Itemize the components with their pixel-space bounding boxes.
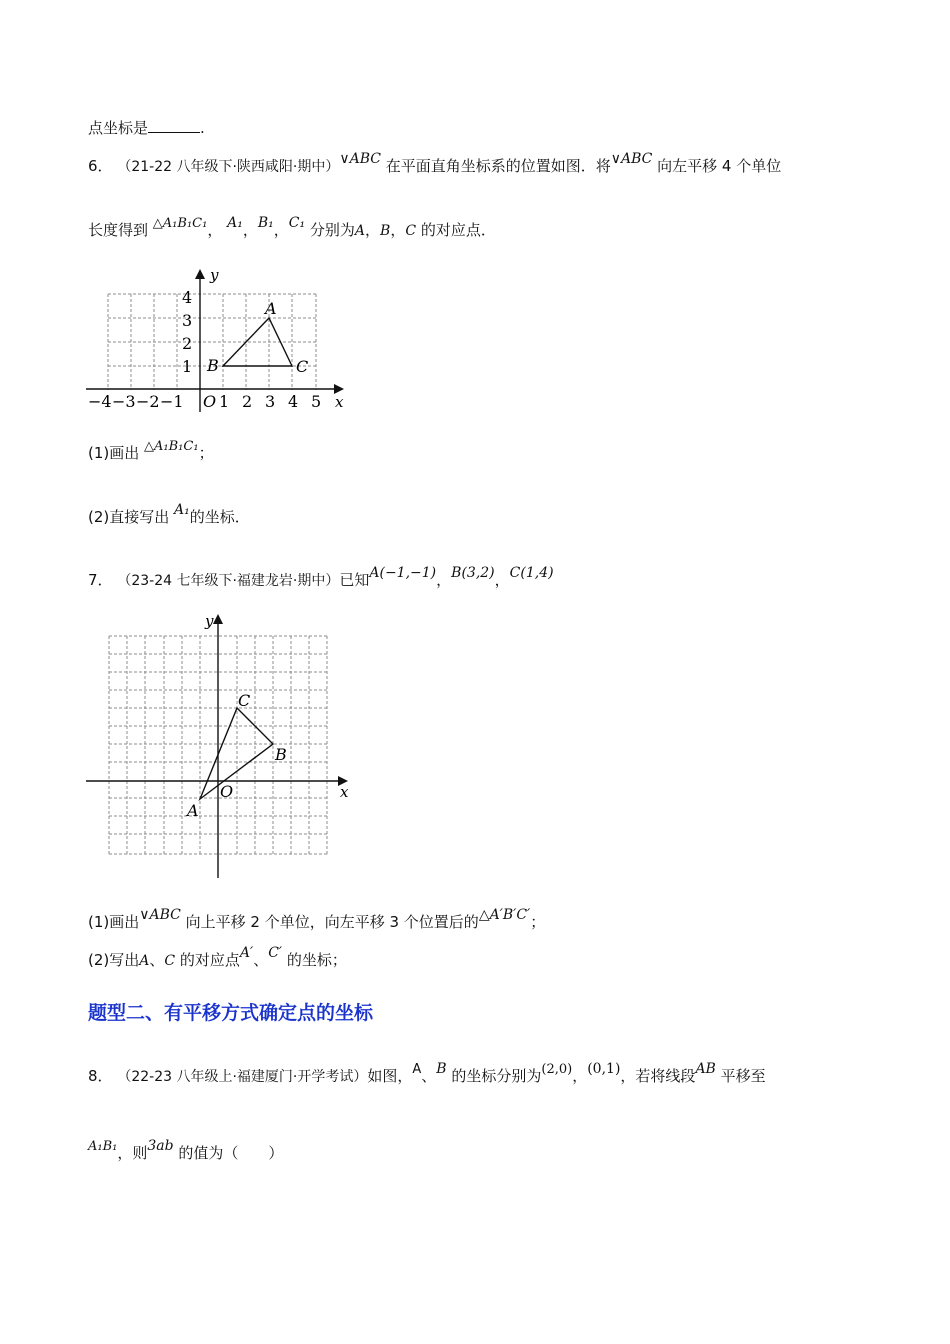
sep: 、 xyxy=(149,951,165,969)
q6-xtick: −4 xyxy=(88,392,112,411)
q7-line1: 7． （23-24 七年级下·福建龙岩·期中）已知A(−1,−1)，B(3,2)，C(1,4) xyxy=(88,565,554,589)
q6-a: A xyxy=(354,223,366,239)
q7-part2-c: C xyxy=(164,953,176,969)
q6-origin: O xyxy=(203,392,217,411)
sep: 、 xyxy=(253,951,269,969)
q6-xtick: 3 xyxy=(265,392,276,411)
comma: ， xyxy=(365,221,381,239)
q6-label-c: C xyxy=(296,357,309,376)
q6-text3: 长度得到 xyxy=(88,221,149,239)
q6-text5: 的对应点． xyxy=(416,221,496,239)
q8-ab: AB xyxy=(695,1061,716,1077)
q7-part1-text: (1)画出 xyxy=(88,913,140,931)
q6-text4: 分别为 xyxy=(305,221,355,239)
q8-source: （22-23 八年级上·福建厦门·开学考试） xyxy=(117,1069,368,1085)
q6-ytick: 4 xyxy=(182,288,193,307)
q7-point-a: A(−1,−1) xyxy=(369,565,437,581)
q6-line2 xyxy=(88,215,496,242)
q7-label-a: A xyxy=(187,801,199,820)
q7-y-arrow xyxy=(213,614,223,624)
q6-part1-tri: △A₁B₁C₁ xyxy=(144,439,199,454)
q7-part2-cprime: C′ xyxy=(268,945,283,961)
q6-part2-end: 的坐标． xyxy=(189,508,250,526)
q6-b: B xyxy=(380,223,391,239)
q6-part2 xyxy=(88,502,250,528)
q6-part2-a1: A₁ xyxy=(174,502,190,518)
q7-part1-end: ； xyxy=(530,913,546,931)
q6-x-label: x xyxy=(335,393,344,411)
q6-xtick: 5 xyxy=(311,392,322,411)
q7-part2-text2: 的对应点 xyxy=(175,951,240,969)
prev-end: . xyxy=(200,119,205,137)
q6-part2-text: (2)直接写出 xyxy=(88,508,170,526)
q8-line1 xyxy=(88,1061,766,1088)
q8-b: B xyxy=(436,1061,447,1077)
q7-part1 xyxy=(88,907,546,933)
q6-label-a: A xyxy=(265,299,277,318)
q7-source: （23-24 七年级下·福建龙岩·期中） xyxy=(117,573,340,589)
q7-part1-text2: 向上平移 2 个单位，向左平移 3 个位置后的 xyxy=(180,913,479,931)
figure-q6-coordinate-grid xyxy=(80,262,360,414)
q8-line2 xyxy=(88,1138,284,1165)
q8-text3: ，若将线段 xyxy=(620,1067,696,1085)
q7-part2-text: (2)写出 xyxy=(88,951,140,969)
q8-text2: 的坐标分别为 xyxy=(446,1067,542,1085)
q6-b1: B₁ xyxy=(257,215,274,231)
q6-ytick: 3 xyxy=(182,311,193,330)
q7-part2-end: 的坐标； xyxy=(282,951,347,969)
q6-ytick: 1 xyxy=(182,357,193,376)
q6-line1 xyxy=(88,151,782,177)
q8-point2: (0,1) xyxy=(587,1061,621,1077)
q6-grid xyxy=(108,294,316,390)
q7-y-label: y xyxy=(205,612,214,630)
q7-point-c: C(1,4) xyxy=(509,565,554,581)
q8-text6: 的值为（ ） xyxy=(173,1144,284,1162)
q6-source: （21-22 八年级下·陕西咸阳·期中） xyxy=(117,159,340,175)
q6-text2: 向左平移 4 个单位 xyxy=(652,157,782,175)
q6-sym: ∨ xyxy=(339,151,350,167)
q7-part2 xyxy=(88,945,347,971)
q6-c1: C₁ xyxy=(288,215,306,231)
sep: 、 xyxy=(421,1067,437,1085)
q7-label-b: B xyxy=(275,745,287,764)
q7-sym: ∨ xyxy=(139,907,150,923)
q8-point1: (2,0) xyxy=(541,1062,573,1077)
q7-abc: ABC xyxy=(149,907,181,923)
comma: ， xyxy=(390,221,406,239)
q6-part1-end: ； xyxy=(198,444,214,462)
prev-answer-line xyxy=(88,118,205,138)
q6-xtick: −1 xyxy=(160,392,184,411)
q6-xtick: −3 xyxy=(112,392,136,411)
comma: ， xyxy=(572,1067,588,1085)
q6-abc2: ABC xyxy=(621,151,653,167)
q8-text1: 如图， xyxy=(367,1067,413,1085)
q7-point-b: B(3,2) xyxy=(451,565,495,581)
q7-text1: 已知 xyxy=(339,571,370,589)
q6-xtick: 1 xyxy=(219,392,230,411)
q8-a: A xyxy=(412,1062,422,1077)
q6-y-ticks xyxy=(182,288,192,376)
comma: ， xyxy=(207,221,223,239)
q7-label-c: C xyxy=(238,691,251,710)
prev-text: 点坐标是 xyxy=(88,119,149,137)
q6-y-label: y xyxy=(210,266,219,284)
q7-number: 7． xyxy=(88,571,113,589)
q7-part1-tri: △A′B′C′ xyxy=(478,907,531,923)
section-heading: 题型二、有平移方式确定点的坐标 xyxy=(88,1002,374,1024)
q7-origin: O xyxy=(220,782,234,801)
q6-abc: ABC xyxy=(349,151,381,167)
q6-text1: 在平面直角坐标系的位置如图．将 xyxy=(380,157,611,175)
comma: ， xyxy=(273,221,289,239)
q8-text4: 平移至 xyxy=(715,1067,766,1085)
q6-label-b: B xyxy=(207,356,219,375)
q7-part2-a: A xyxy=(139,953,150,969)
q6-c: C xyxy=(405,223,417,239)
q6-xtick: −2 xyxy=(136,392,160,411)
q6-part1 xyxy=(88,439,214,465)
q7-x-label: x xyxy=(340,783,349,801)
q8-a1b1: A₁B₁ xyxy=(88,1139,118,1154)
q6-a1: A₁ xyxy=(227,215,243,231)
q7-part2-aprime: A′ xyxy=(239,945,254,961)
q6-sym2: ∨ xyxy=(610,151,622,167)
q8-text5: ，则 xyxy=(117,1144,148,1162)
q6-part1-text: (1)画出 xyxy=(88,444,140,462)
q6-triangle: △A₁B₁C₁ xyxy=(152,216,208,231)
figure-q7-coordinate-grid xyxy=(80,608,370,883)
q6-xtick: 2 xyxy=(242,392,253,411)
q8-expr: 3ab xyxy=(147,1138,174,1154)
comma: ， xyxy=(242,221,258,239)
q6-y-arrow xyxy=(195,269,205,279)
q6-number: 6． xyxy=(88,157,113,175)
q6-xtick: 4 xyxy=(288,392,299,411)
q8-number: 8． xyxy=(88,1067,113,1085)
answer-blank xyxy=(148,118,200,133)
q6-ytick: 2 xyxy=(182,334,193,353)
